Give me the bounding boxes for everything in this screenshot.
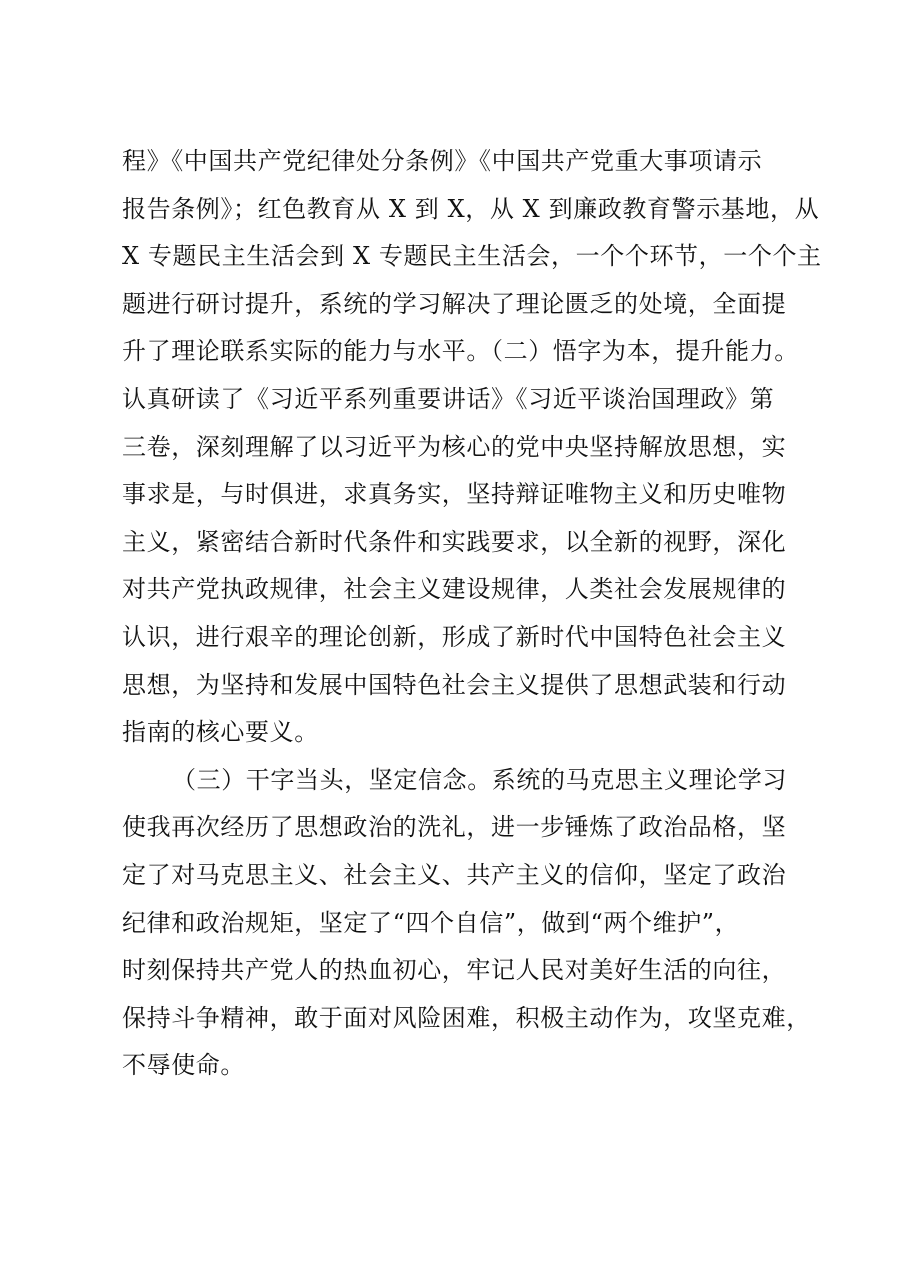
text-line: 认识，进行艰辛的理论创新，形成了新时代中国特色社会主义 bbox=[122, 622, 787, 651]
text-line: 程》《中国共产党纪律处分条例》《中国共产党重大事项请示 bbox=[122, 147, 763, 175]
text-line: 主义，紧密结合新时代条件和实践要求，以全新的视野，深化 bbox=[122, 527, 787, 556]
text-line: 升了理论联系实际的能力与水平。（二）悟字为本，提升能力。 bbox=[122, 337, 799, 366]
text-line: 保持斗争精神，敢于面对风险困难，积极主动作为，攻坚克难， bbox=[122, 1003, 811, 1032]
text-line: 报告条例》；红色教育从 X 到 X，从 X 到廉政教育警示基地，从 bbox=[122, 194, 820, 223]
text-line: 不辱使命。 bbox=[122, 1051, 245, 1080]
text-line: 使我再次经历了思想政治的洗礼，进一步锤炼了政治品格，坚 bbox=[122, 813, 787, 842]
text-line: X 专题民主生活会到 X 专题民主生活会，一个个环节，一个个主 bbox=[122, 242, 822, 271]
text-line: 三卷，深刻理解了以习近平为核心的党中央坚持解放思想，实 bbox=[122, 432, 787, 461]
text-line: 时刻保持共产党人的热血初心，牢记人民对美好生活的向往， bbox=[122, 956, 787, 985]
text-line: 对共产党执政规律，社会主义建设规律，人类社会发展规律的 bbox=[122, 575, 787, 604]
text-line: 纪律和政治规矩，坚定了“四个自信”，做到“两个维护”， bbox=[122, 908, 740, 937]
text-line: 题进行研讨提升，系统的学习解决了理论匮乏的处境，全面提 bbox=[122, 289, 787, 318]
text-line: 指南的核心要义。 bbox=[122, 718, 319, 747]
text-line: 思想，为坚持和发展中国特色社会主义提供了思想武装和行动 bbox=[122, 670, 787, 699]
text-line: 事求是，与时俱进，求真务实，坚持辩证唯物主义和历史唯物 bbox=[122, 480, 787, 509]
paragraph-2 bbox=[122, 757, 822, 1090]
text-line: 认真研读了《习近平系列重要讲话》《习近平谈治国理政》第 bbox=[122, 384, 775, 413]
body-text bbox=[122, 138, 822, 1090]
text-line: 定了对马克思主义、社会主义、共产主义的信仰，坚定了政治 bbox=[122, 860, 787, 889]
paragraph-1 bbox=[122, 138, 822, 757]
text-line: （三）干字当头，坚定信念。系统的马克思主义理论学习 bbox=[172, 765, 787, 794]
